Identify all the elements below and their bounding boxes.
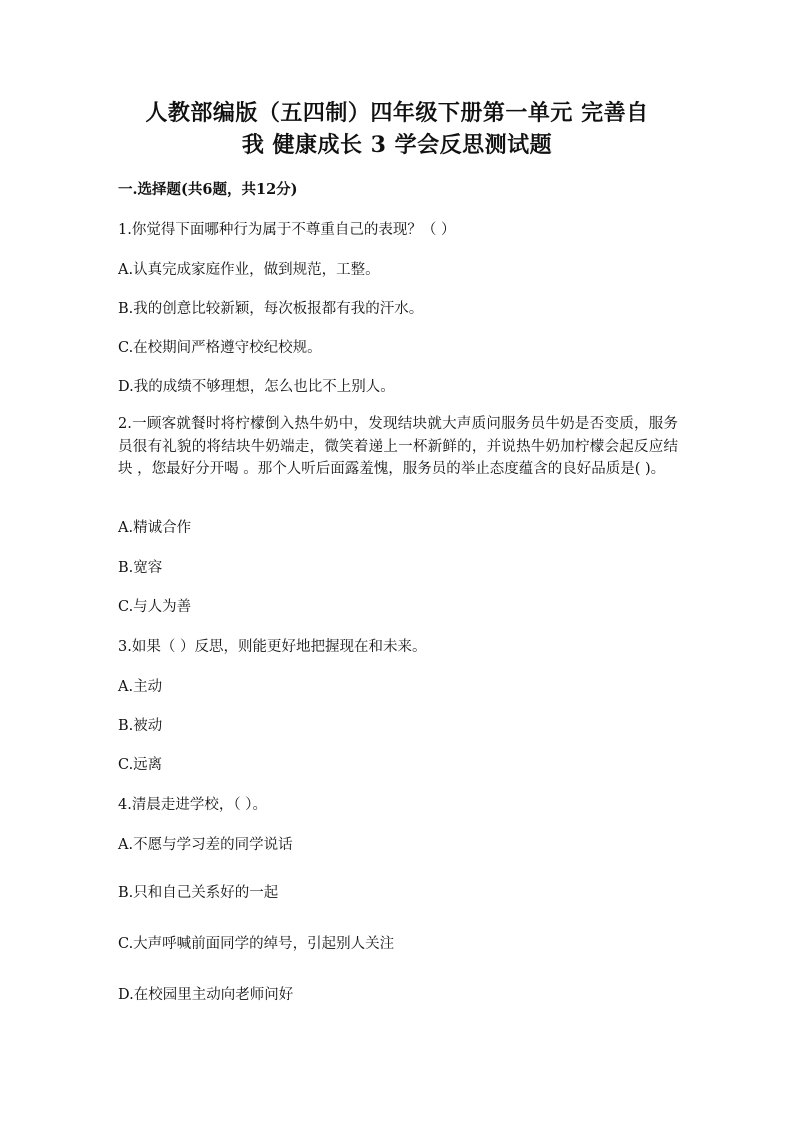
section-heading: 一.选择题(共6题，共12分) (118, 181, 298, 198)
question-4-stem: 4.清晨走进学校，（ ）。 (118, 797, 267, 813)
question-1-option-c: C.在校期间严格遵守校纪校规。 (118, 340, 322, 356)
question-3-option-b: B.被动 (118, 718, 163, 734)
question-1-option-b: B.我的创意比较新颖，每次板报都有我的汗水。 (118, 301, 424, 317)
question-2-option-c: C.与人为善 (118, 599, 192, 615)
question-3-stem: 3.如果（ ）反思，则能更好地把握现在和未来。 (118, 639, 427, 655)
question-3-option-c: C.远离 (118, 757, 163, 773)
question-4-option-b: B.只和自己关系好的一起 (118, 885, 279, 901)
question-1-stem: 1.你觉得下面哪种行为属于不尊重自己的表现？（ ） (118, 222, 456, 238)
question-4-option-d: D.在校园里主动向老师问好 (118, 987, 294, 1003)
question-4-option-c: C.大声呼喊前面同学的绰号，引起别人关注 (118, 936, 395, 952)
question-2-stem: 2.一顾客就餐时将柠檬倒入热牛奶中，发现结块就大声质问服务员牛奶是否变质，服务员很有礼貌的将结块牛奶端走，微笑着递上一杯新鲜的，并说热牛奶加柠檬会起反应结块 ，您最好分开喝 。那个人听后面露羞愧，服务员的举止态度蕴含的良好品质是( )。 (118, 416, 678, 477)
document-title-line-2: 我 健康成长 3 学会反思测试题 (241, 132, 553, 158)
question-4-option-a: A.不愿与学习差的同学说话 (118, 837, 293, 853)
question-1-option-a: A.认真完成家庭作业，做到规范，工整。 (118, 262, 380, 278)
question-2-option-a: A.精诚合作 (118, 520, 192, 536)
question-2-option-b: B.宽容 (118, 560, 163, 576)
question-1-option-d: D.我的成绩不够理想，怎么也比不上别人。 (118, 379, 395, 395)
question-3-option-a: A.主动 (118, 679, 163, 695)
document-title-line-1: 人教部编版（五四制）四年级下册第一单元 完善自 (145, 100, 649, 126)
